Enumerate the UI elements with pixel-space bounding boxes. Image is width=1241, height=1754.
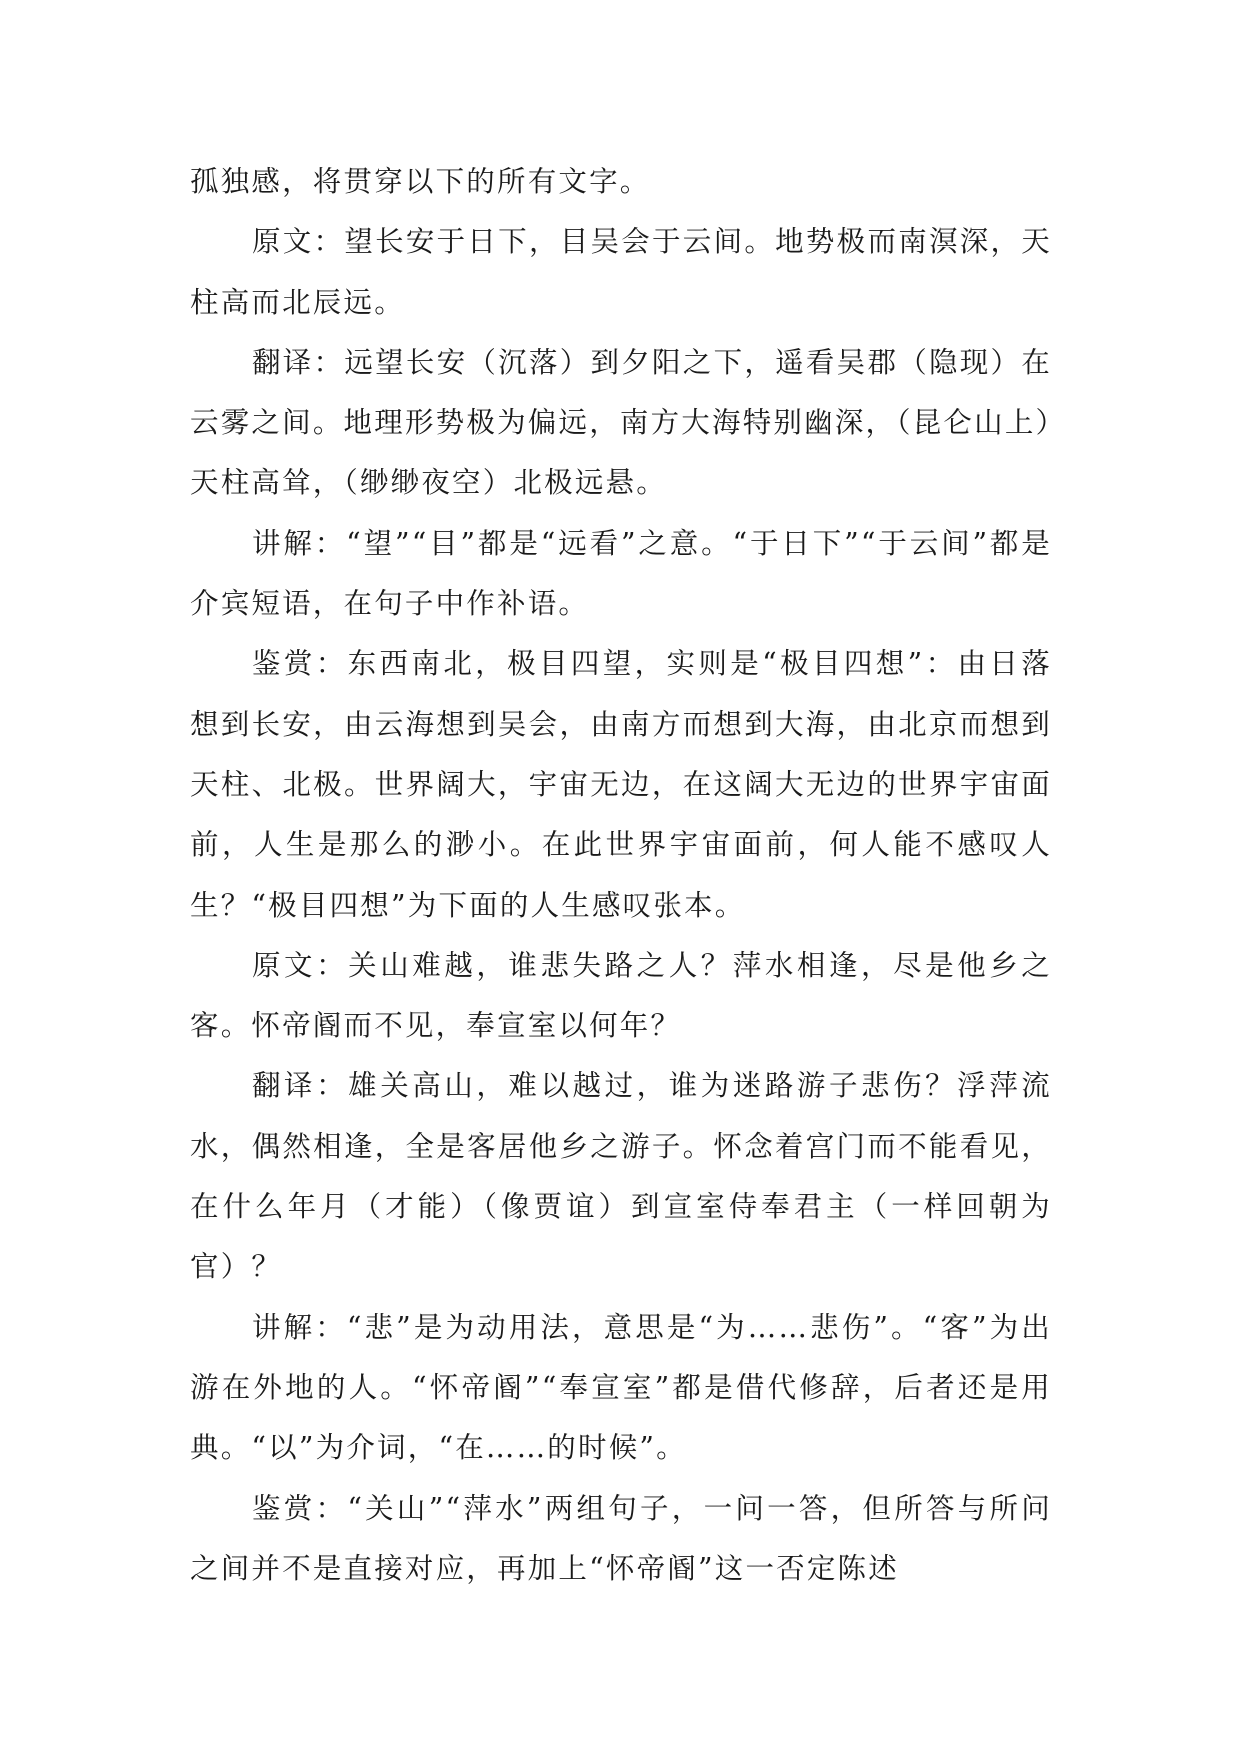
paragraph-appreciation-1: 鉴赏：东西南北，极目四望，实则是“极目四想”：由日落想到长安，由云海想到吴会，由南方而想到大海，由北京而想到天柱、北极。世界阔大，宇宙无边，在这阔大无边的世界宇宙面前，人生是那么的渺小。在此世界宇宙面前，何人能不感叹人生？“极目四想”为下面的人生感叹张本。 xyxy=(190,647,1052,922)
paragraph-original-text-2: 原文：关山难越，谁悲失路之人？萍水相逢，尽是他乡之客。怀帝阍而不见，奉宣室以何年？ xyxy=(190,948,1052,1043)
paragraph-explanation-1: 讲解：“望”“目”都是“远看”之意。“于日下”“于云间”都是介宾短语，在句子中作补语。 xyxy=(190,526,1052,621)
paragraph-continuation: 孤独感，将贯穿以下的所有文字。 xyxy=(190,165,651,198)
paragraph-explanation-2: 讲解：“悲”是为动用法，意思是“为……悲伤”。“客”为出游在外地的人。“怀帝阍”“奉宣室”都是借代修辞，后者还是用典。“以”为介词，“在……的时候”。 xyxy=(190,1310,1052,1465)
paragraph-translation-1: 翻译：远望长安（沉落）到夕阳之下，遥看吴郡（隐现）在云雾之间。地理形势极为偏远，南方大海特别幽深，（昆仑山上）天柱高耸，（缈缈夜空）北极远悬。 xyxy=(190,345,1052,500)
document-body xyxy=(190,152,1052,1599)
paragraph-translation-2: 翻译：雄关高山，难以越过，谁为迷路游子悲伤？浮萍流水，偶然相逢，全是客居他乡之游子。怀念着宫门而不能看见，在什么年月（才能）（像贾谊）到宣室侍奉君主（一样回朝为官）？ xyxy=(190,1069,1052,1284)
paragraph-appreciation-2: 鉴赏：“关山”“萍水”两组句子，一问一答，但所答与所问之间并不是直接对应，再加上“怀帝阍”这一否定陈述 xyxy=(190,1491,1052,1585)
paragraph-original-text-1: 原文：望长安于日下，目吴会于云间。地势极而南溟深，天柱高而北辰远。 xyxy=(190,225,1052,319)
